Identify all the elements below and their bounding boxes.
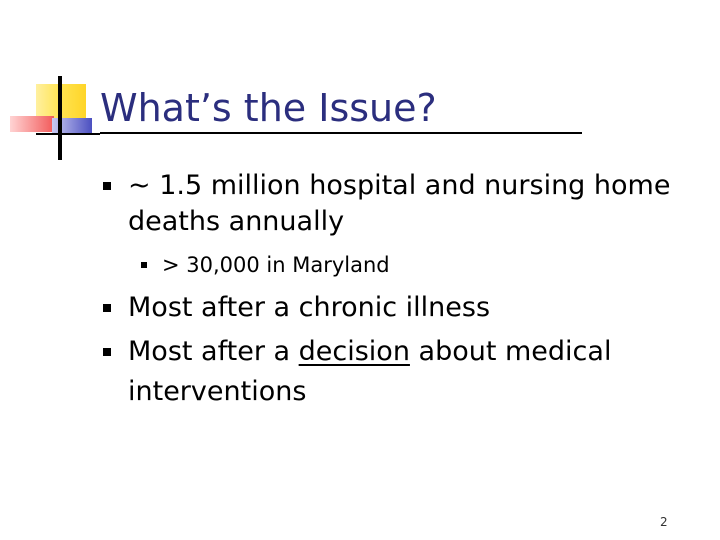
title-divider bbox=[100, 132, 582, 134]
bullet-3-text-after: about medical bbox=[409, 336, 612, 367]
bullet-1-text-line-1: ~ 1.5 million hospital and nursing home bbox=[128, 170, 671, 201]
bullet-3-text-line-2: interventions bbox=[128, 376, 307, 407]
square-bullet-icon bbox=[141, 262, 147, 268]
bullet-3-text-line-1 bbox=[128, 334, 611, 370]
slide-title: What’s the Issue? bbox=[100, 86, 437, 130]
emphasis-word: decision bbox=[298, 336, 410, 367]
bullet-3-text-before: Most after a bbox=[128, 336, 299, 367]
sub-bullet-1-text: > 30,000 in Maryland bbox=[162, 253, 390, 277]
bullet-2-text: Most after a chronic illness bbox=[128, 292, 491, 323]
square-bullet-icon bbox=[103, 304, 111, 312]
square-bullet-icon bbox=[103, 348, 111, 356]
page-number: 2 bbox=[660, 515, 668, 529]
bullet-1-text-line-2: deaths annually bbox=[128, 206, 345, 237]
square-bullet-icon bbox=[103, 182, 111, 190]
